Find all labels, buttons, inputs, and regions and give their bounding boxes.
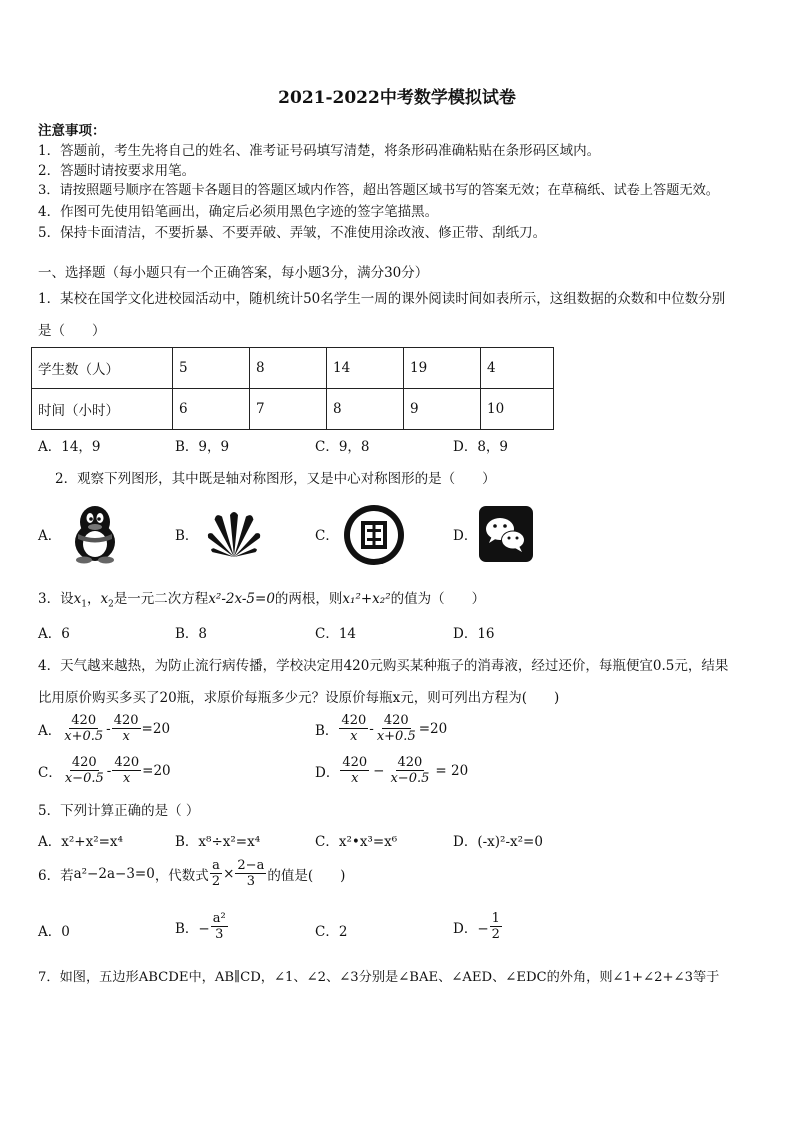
q2-label-c: C． [315,528,339,544]
denominator: x−0.5 [390,771,430,786]
q4-stem-line1: 4．天气越来越热，为防止流行病传播，学校决定用420元购买某种瓶子的消毒液，经过还价，每瓶便宜0.5元，结果 [38,658,729,674]
option-label: A． [38,722,62,739]
q3-option-d: D．16 [453,626,495,642]
q6-option-b [175,911,229,942]
section-heading: 一、选择题（每小题只有一个正确答案，每小题3分，满分30分） [38,265,429,281]
q6-option-a: A．0 [38,924,70,940]
page-title: 2021-2022中考数学模拟试卷 [278,88,516,108]
q3-stem-part: 的值为（ ） [390,591,486,607]
q3-expression: x₁²+x₂² [342,591,391,607]
q4-option-c [38,755,171,786]
table-cell: 4 [481,348,554,389]
denominator: x+0.5 [376,729,416,744]
q6-stem-part: 的值是( ) [267,867,346,884]
times-sign: × [223,865,235,882]
fraction [112,713,141,744]
table-cell: 19 [404,348,481,389]
denominator: x−0.5 [64,771,104,786]
option-label: C． [38,764,62,781]
denominator: x+0.5 [64,729,104,744]
q1-option-c: C．9，8 [315,439,370,455]
denominator: x [122,729,130,744]
q6-option-c: C．2 [315,924,348,940]
q2-label-d: D． [453,528,478,544]
q5-option-b: B．x⁸÷x²=x⁴ [175,834,261,850]
fraction [490,911,502,942]
q1-stem-line1: 1．某校在国学文化进校园活动中，随机统计50名学生一周的课外阅读时间如表所示，这组数据的众数和中位数分别 [38,291,726,307]
minus-sign: - [106,720,111,737]
note-item-5: 5．保持卡面清洁，不要折暴、不要弄破、弄皱，不准使用涂改液、修正带、刮纸刀。 [38,225,547,241]
note-item-2: 2．答题时请按要求用笔。 [38,163,196,179]
q5-option-c: C．x²•x³=x⁶ [315,834,398,850]
table-cell: 5 [173,348,250,389]
q7-stem: 7．如图，五边形ABCDE中，AB∥CD，∠1、∠2、∠3分别是∠BAE、∠AED、∠EDC的外角，则∠1+∠2+∠3等于 [38,970,720,985]
q5-stem: 5．下列计算正确的是（ ） [38,803,200,819]
q2-stem: 2．观察下列图形，其中既是轴对称图形，又是中心对称图形的是（ ） [55,471,496,487]
table-row [32,348,554,389]
notes-heading: 注意事项： [38,123,106,139]
numerator: 420 [114,755,140,770]
numerator: a² [212,911,226,926]
q6-stem-part: ，代数式 [154,867,209,884]
minus-sign: − [373,762,385,779]
table-cell: 7 [250,389,327,430]
fraction [210,858,222,889]
denominator: 3 [246,874,255,889]
note-item-4: 4．作图可先使用铅笔画出，确定后必须用黑色字迹的签字笔描黑。 [38,204,439,220]
fraction [340,755,369,786]
numerator: 420 [342,755,368,770]
q4-stem-line2: 比用原价购买多买了20瓶，求原价每瓶多少元？设原价每瓶x元，则可列出方程为( ) [38,690,560,706]
equals-20: =20 [418,720,448,737]
table-cell: 8 [327,389,404,430]
penguin-icon [64,502,126,564]
q4-option-d [315,755,468,786]
q3-option-c: C．14 [315,626,357,642]
numerator: 1 [491,911,500,926]
fraction [112,755,141,786]
table-cell: 14 [327,348,404,389]
denominator: 2 [491,927,500,942]
denominator: 3 [215,927,224,942]
numerator: 420 [397,755,423,770]
wechat-logo-icon [478,505,534,563]
fraction [339,713,368,744]
numerator: 2−a [237,858,265,873]
table-cell: 6 [173,389,250,430]
option-label: D． [315,764,340,781]
q3-stem-part: 的两根，则 [274,591,343,607]
option-label: B． [315,722,339,739]
q3-sub: 1 [81,599,87,610]
q6-stem-part: 6．若 [38,867,74,884]
fraction [63,755,106,786]
q3-stem-part: 3．设 [38,591,74,607]
equals-20: =20 [141,720,171,737]
equals-20: = 20 [435,762,469,779]
icbc-logo-icon [340,502,408,568]
denominator: x [123,771,131,786]
fraction [388,755,431,786]
q3-stem [38,590,485,614]
equals-20: =20 [142,762,171,779]
q6-condition: a²−2a−3=0 [73,865,155,882]
denominator: x [351,771,359,786]
q3-stem-part: 是一元二次方程 [113,591,209,607]
table-cell: 时间（小时） [32,389,173,430]
table-cell: 10 [481,389,554,430]
fraction [375,713,418,744]
q3-var-x: x [73,591,82,607]
q1-option-d: D．8，9 [453,439,509,455]
fraction [235,858,266,889]
note-item-1: 1．答题前，考生先将自己的姓名、准考证号码填写清楚，将条形码准确粘贴在条形码区域内。 [38,143,601,159]
table-cell: 8 [250,348,327,389]
q1-stem-line2: 是（ ） [38,323,106,339]
q3-sub: 2 [108,599,114,610]
q3-option-b: B．8 [175,626,208,642]
q3-var-x: x [100,591,109,607]
q1-data-table [31,347,554,430]
option-label: B．− [175,920,210,937]
q3-comma: ， [86,591,101,607]
q2-label-a: A． [38,528,62,544]
q3-equation: x²-2x-5=0 [208,591,275,607]
fraction [211,911,228,942]
numerator: 420 [383,713,409,728]
table-cell: 学生数（人） [32,348,173,389]
minus-sign: - [369,720,374,737]
q5-option-a: A．x²+x²=x⁴ [38,834,123,850]
q2-label-b: B． [175,528,199,544]
table-row [32,389,554,430]
numerator: 420 [71,755,97,770]
denominator: 2 [211,874,221,889]
note-item-3: 3．请按照题号顺序在答题卡各题目的答题区域内作答，超出答题区域书写的答案无效；在草稿纸、试卷上答题无效。 [38,183,719,198]
huawei-logo-icon [200,505,268,561]
numerator: a [212,858,220,873]
q3-option-a: A．6 [38,626,70,642]
numerator: 420 [341,713,367,728]
q1-option-b: B．9，9 [175,439,230,455]
q5-option-d: D．(-x)²-x²=0 [453,834,543,850]
table-cell: 9 [404,389,481,430]
fraction [62,713,105,744]
q6-stem [38,858,345,889]
q6-option-d [453,911,503,942]
denominator: x [350,729,358,744]
option-label: D．− [453,920,489,937]
numerator: 420 [71,713,97,728]
q1-option-a: A．14，9 [38,439,101,455]
minus-sign: - [106,762,112,779]
q4-option-b [315,713,447,744]
q4-option-a [38,713,170,744]
numerator: 420 [113,713,139,728]
